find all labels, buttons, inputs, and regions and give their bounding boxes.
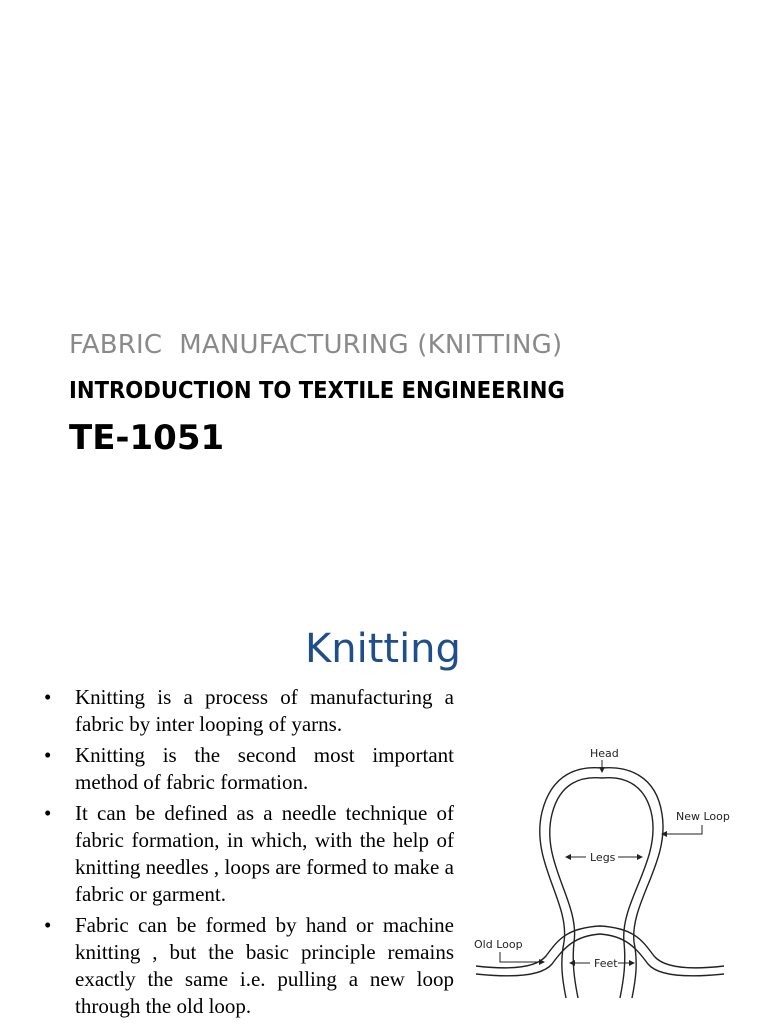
bullet-text: Knitting is a process of manufacturing a fabric by inter looping of yarns. (75, 685, 454, 736)
bullet-item (44, 800, 454, 908)
bullet-dot: • (44, 685, 52, 709)
new-loop-arrow (662, 825, 702, 834)
bullet-text: Knitting is the second most important method of fabric formation. (75, 743, 454, 794)
course-name: INTRODUCTION TO TEXTILE ENGINEERING (69, 378, 565, 404)
slide-subtitle: FABRIC MANUFACTURING (KNITTING) (69, 330, 563, 360)
bullet-list (44, 684, 454, 1024)
loop-feet-yarn (562, 942, 636, 998)
diagram-label-old-loop: Old Loop (474, 938, 523, 951)
diagram-label-head: Head (590, 747, 619, 760)
course-code: TE-1051 (69, 418, 225, 458)
bullet-item (44, 912, 454, 1020)
diagram-label-new-loop: New Loop (676, 810, 730, 823)
bullet-dot: • (44, 913, 52, 937)
bullet-text: Fabric can be formed by hand or machine knitting , but the basic principle remains exactly the same i.e. pulling a new loop through the old loop. (75, 913, 454, 1018)
diagram-label-feet: Feet (594, 957, 618, 970)
knitted-loop-diagram (470, 742, 730, 1002)
bullet-text: It can be defined as a needle technique of fabric formation, in which, with the help of knitting needles , loops are formed to make a fabric or garment. (75, 801, 454, 906)
bullet-item (44, 684, 454, 738)
bullet-item (44, 742, 454, 796)
slide-title: Knitting (305, 626, 461, 672)
bullet-dot: • (44, 801, 52, 825)
diagram-label-legs: Legs (590, 851, 616, 864)
bullet-dot: • (44, 743, 52, 767)
old-loop-arrow (500, 952, 544, 962)
